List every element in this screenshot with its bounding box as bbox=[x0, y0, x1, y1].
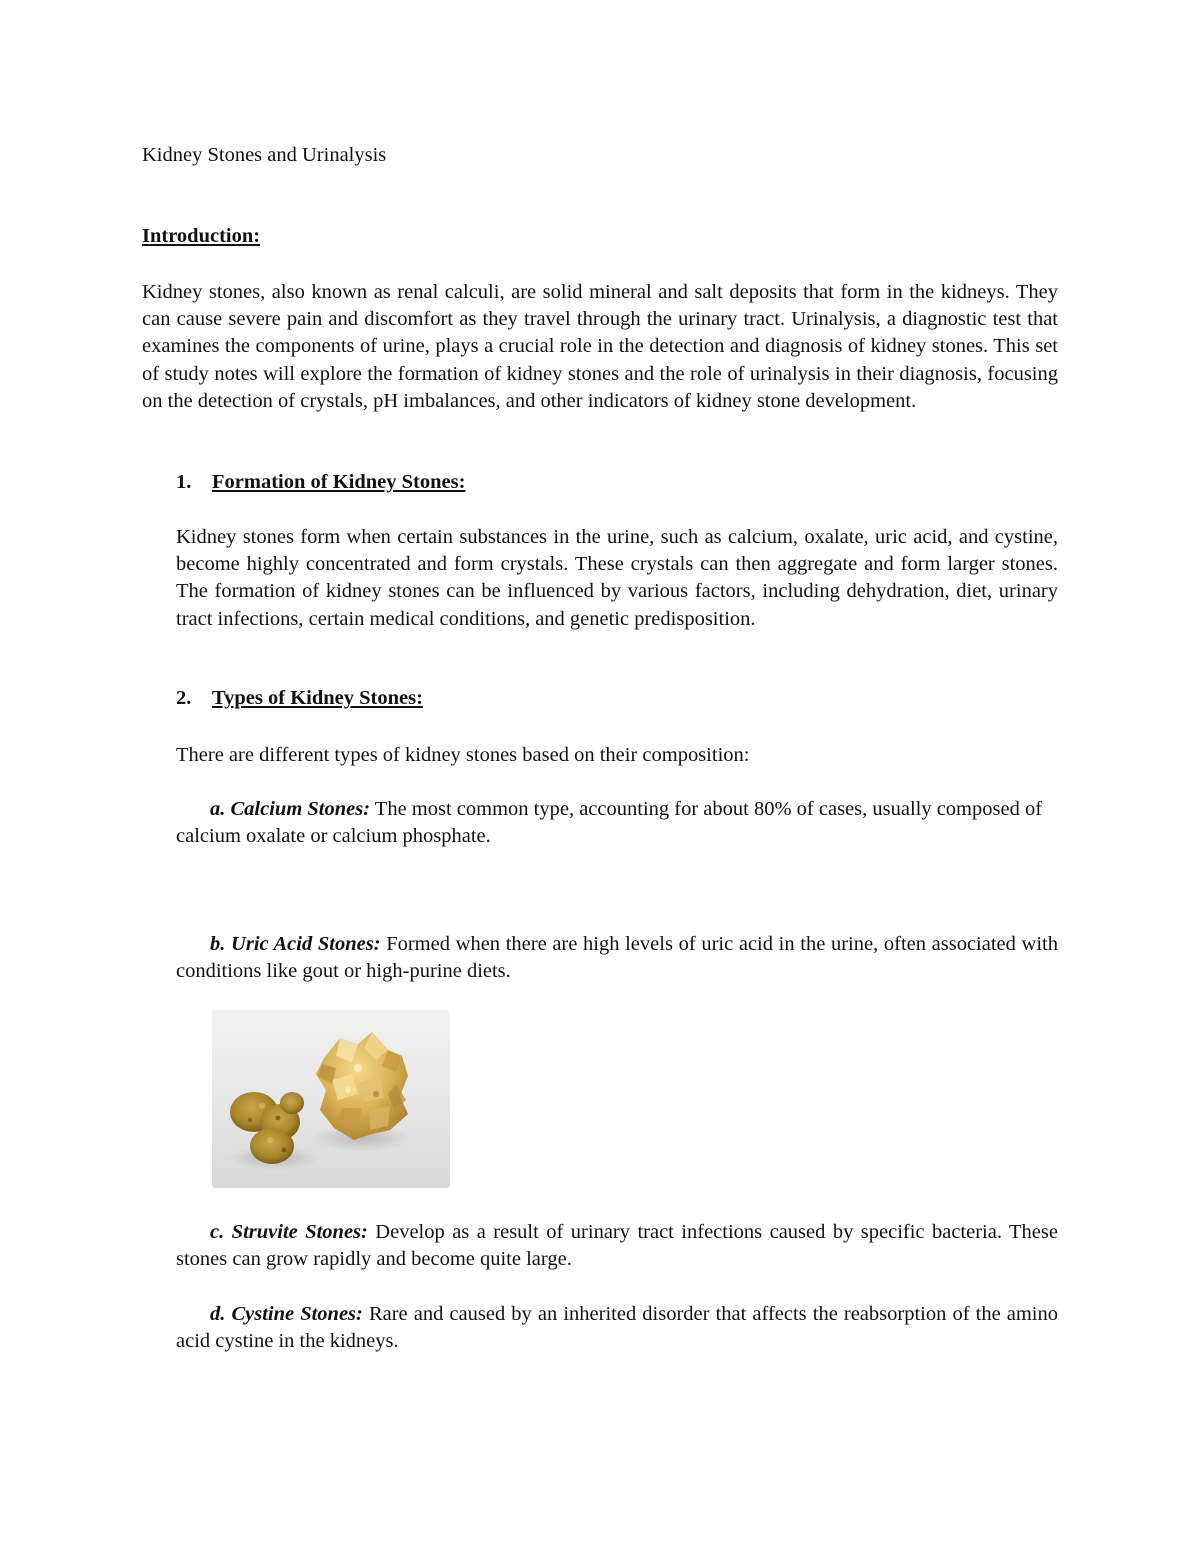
formation-paragraph: Kidney stones form when certain substances in the urine, such as calcium, oxalate, uric acid, and cystine, become highly concentrated and form crystals. These crystals can then aggregate and form larger stones. The formation of kidney stones can be influenced by various factors, including dehydration, diet, urinary tract infections, certain medical conditions, and genetic predisposition. bbox=[176, 526, 1058, 630]
section-heading-formation bbox=[176, 471, 465, 494]
stone-type-text: The most common type, accounting for about 80% of cases, usually composed of calcium oxalate or calcium phosphate. bbox=[176, 798, 1043, 848]
stone-type-uric-acid bbox=[176, 931, 1058, 985]
section-heading-text: Types of Kidney Stones: bbox=[212, 687, 423, 709]
types-intro-paragraph: There are different types of kidney stones based on their composition: bbox=[176, 744, 750, 766]
section-number: 1. bbox=[176, 471, 192, 493]
stone-type-lead: c. Struvite Stones: bbox=[210, 1221, 368, 1243]
stone-type-text: Rare and caused by an inherited disorder that affects the reabsorption of the amino acid cystine in the kidneys. bbox=[176, 1303, 1058, 1353]
stone-type-lead: d. Cystine Stones: bbox=[210, 1303, 363, 1325]
section-number: 2. bbox=[176, 687, 192, 709]
kidney-stones-photo bbox=[212, 1010, 450, 1188]
section-heading-text: Formation of Kidney Stones: bbox=[212, 471, 466, 493]
introduction-label: Introduction: bbox=[142, 225, 261, 247]
stone-type-calcium bbox=[176, 796, 1058, 850]
stone-type-text: Formed when there are high levels of uric acid in the urine, often associated with conditions like gout or high-purine diets. bbox=[176, 933, 1058, 983]
stone-type-text: Develop as a result of urinary tract infections caused by specific bacteria. These stones can grow rapidly and become quite large. bbox=[176, 1221, 1058, 1271]
stone-type-struvite bbox=[176, 1219, 1058, 1273]
stone-type-cystine bbox=[176, 1301, 1058, 1355]
stone-type-lead: a. Calcium Stones: bbox=[210, 798, 371, 820]
section-heading-types bbox=[176, 687, 423, 710]
stone-type-lead: b. Uric Acid Stones: bbox=[210, 933, 381, 955]
document-title: Kidney Stones and Urinalysis bbox=[142, 144, 387, 166]
introduction-paragraph: Kidney stones, also known as renal calculi, are solid mineral and salt deposits that form in the kidneys. They can cause severe pain and discomfort as they travel through the urinary tract. Urinalysis, a diagnostic test that examines the components of urine, plays a crucial role in the detection and diagnosis of kidney stones. This set of study notes will explore the formation of kidney stones and the role of urinalysis in their diagnosis, focusing on the detection of crystals, pH imbalances, and other indicators of kidney stone development. bbox=[142, 281, 1058, 412]
